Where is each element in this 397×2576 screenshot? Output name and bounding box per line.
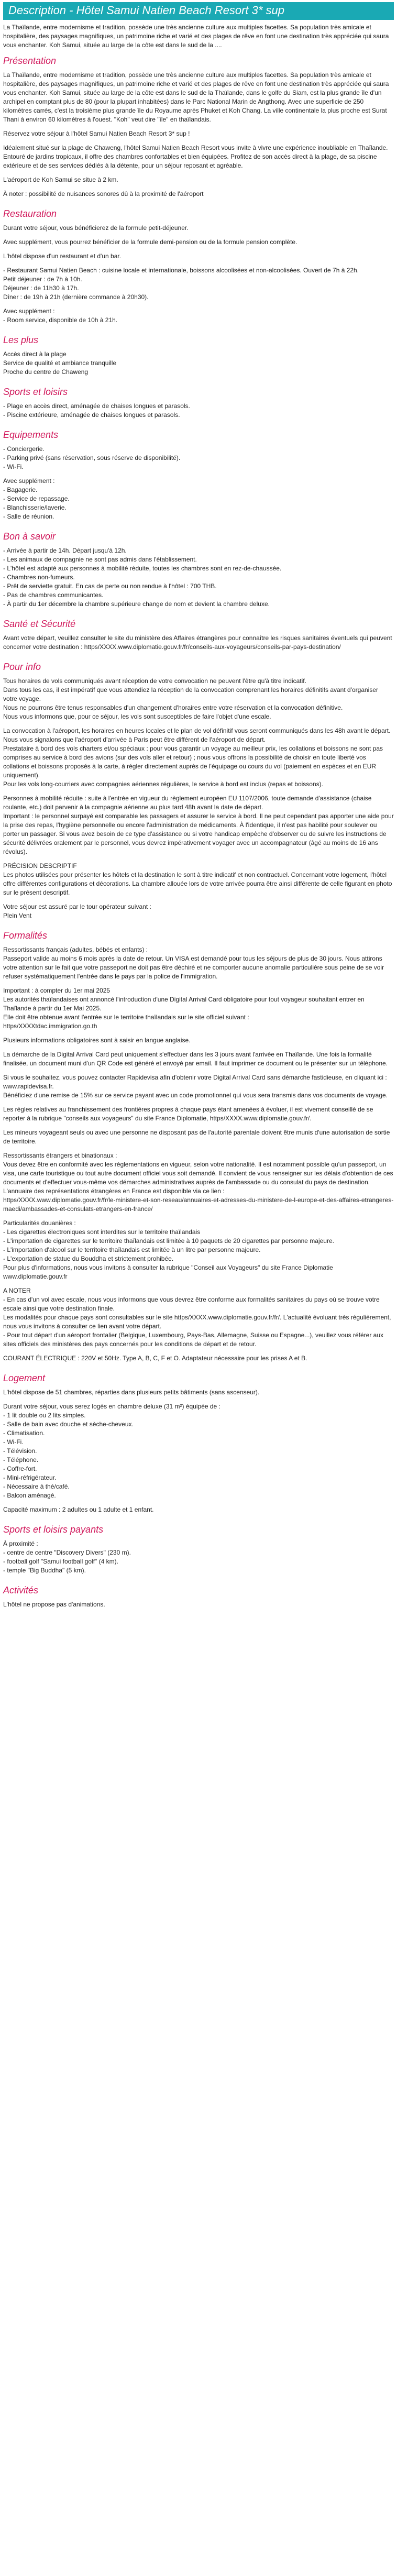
- section-heading: Formalités: [3, 930, 48, 941]
- section-paragraph: PRÉCISION DESCRIPTIF Les photos utilisées pour présenter les hôtels et la destination le sont à titre indicatif et non contractuel. Concernant votre logement, l'hôtel offre différentes configurations et décorations. La chambre allouée lors de votre arrivée pourra être ainsi différente de celle figurant en photo sur le présent descriptif.: [3, 862, 392, 896]
- section: [3, 386, 394, 420]
- section-paragraph: - Restaurant Samui Natien Beach : cuisine locale et internationale, boissons alcoolisées et non-alcoolisées. Ouvert de 7h à 22h. Petit déjeuner : de 7h à 10h. Déjeuner : de 11h30 à 17h. Dîner : de 19h à 21h (dernière commande à 20h30).: [3, 267, 359, 301]
- section: [3, 1584, 394, 1609]
- section-paragraph: - Arrivée à partir de 14h. Départ jusqu'à 12h. - Les animaux de compagnie ne sont pas admis dans l'établissement. - L'hôtel est adapté aux personnes à mobilité réduite, toutes les chambres sont en rez-de-chaussée. - Chambres non-fumeurs. - Prêt de serviette gratuit. En cas de perte ou non rendue à l'hôtel : 700 THB. - Pas de chambres communicantes. - À partir du 1er décembre la chambre supérieure change de nom et devient la chambre deluxe.: [3, 547, 282, 608]
- sections-container: [3, 55, 394, 1609]
- page-title: Description - Hôtel Samui Natien Beach Resort 3* sup: [3, 2, 394, 20]
- section-heading: Sports et loisirs: [3, 387, 68, 397]
- section-paragraph: - Conciergerie. - Parking privé (sans réservation, sous réserve de disponibilité). - Wi-Fi.: [3, 445, 181, 470]
- section-paragraph: La Thaïlande, entre modernisme et tradition, possède une très ancienne culture aux multiples facettes. Sa population très amicale et hospitalière, des paysages magnifiques, un patrimoine riche et varié et des plages de rêve en font une destination très appréciée qui saura vous enchanter. Koh Samui, située au large de la côte est dans le sud de la Thaïlande, dans le golfe du Siam, est la plus grande île d'un archipel en comptant plus de 80 (pour la plupart inhabitées) dans le Parc National Marin de Angthong. Avec une superficie de 250 kilomètres carrés, c'est la troisième plus grande île du Royaume après Phuket et Koh Chang. La ville continentale la plus proche est Surat Thani à environ 60 kilomètres à l'ouest. "Koh" veut dire "île" en thaïlandais.: [3, 71, 389, 123]
- section-paragraph: Ressortissants français (adultes, bébés et enfants) : Passeport valide au moins 6 mois après la date de retour. Un VISA est demandé pour tous les séjours de plus de 30 jours. Nous attirons votre attention sur le fait que votre passeport ne doit pas être déchiré et ne comporter aucune anomalie particulière sous peine de se voir refuser systématiquement l'entrée dans le pays par la police de l'immigration.: [3, 946, 384, 980]
- section: [3, 531, 394, 609]
- section-paragraph: L'hôtel dispose de 51 chambres, réparties dans plusieurs petits bâtiments (sans ascenseur).: [3, 1389, 260, 1396]
- section-paragraph: Avant votre départ, veuillez consulter le site du ministère des Affaires étrangères pour connaître les risques sanitaires éventuels qui peuvent concerner votre destination : https/XXXX.www.diplomatie.gouv.fr/fr/conseils-aux-voyageurs/conseils-par-pays-destination/: [3, 634, 392, 651]
- section-paragraph: À proximité : - centre de centre "Discovery Divers" (230 m). - football golf "Samui football golf" (4 km). - temple "Big Buddha" (5 km).: [3, 1540, 131, 1574]
- section-paragraph: Durant votre séjour, vous bénéficierez de la formule petit-déjeuner.: [3, 224, 189, 232]
- section: [3, 1524, 394, 1575]
- section-paragraph: Capacité maximum : 2 adultes ou 1 adulte et 1 enfant.: [3, 1506, 154, 1513]
- section-heading: Restauration: [3, 208, 57, 219]
- section: [3, 618, 394, 652]
- section-paragraph: Accès direct à la plage Service de qualité et ambiance tranquille Proche du centre de Chaweng: [3, 350, 117, 376]
- section-heading: Présentation: [3, 56, 57, 66]
- section-paragraph: Personnes à mobilité réduite : suite à l'entrée en vigueur du règlement européen EU 1107/2006, toute demande d'assistance (chaise roulante, etc.) doit parvenir à la compagnie aérienne au plus tard 48h avant la date de départ. Important : le personnel surpayé est comparable les passagers et assurer le service à bord. Il ne peut cependant pas apporter une aide pour la prise des repas, l'hygiène personnelle ou encore l'administration de médicaments. À l'identique, il n'est pas habilité pour soulever ou porter un passager. Si vous avez besoin de ce type d'assistance ou si votre handicap empêche d'observer ou de suivre les instructions de sécurité délivrées oralement par le personnel, vous devrez impérativement voyager avec un accompagnateur (âgé au moins de 16 ans révolus).: [3, 795, 394, 855]
- section-paragraph: Avec supplément, vous pourrez bénéficier de la formule demi-pension ou de la formule pension complète.: [3, 238, 297, 246]
- section-paragraph: Avec supplément : - Room service, disponible de 10h à 21h.: [3, 307, 118, 324]
- section-heading: Equipements: [3, 430, 59, 440]
- section-paragraph: Réservez votre séjour à l'hôtel Samui Natien Beach Resort 3* sup !: [3, 130, 190, 137]
- section: [3, 661, 394, 920]
- section-paragraph: Tous horaires de vols communiqués avant réception de votre convocation ne peuvent l'être qu'à titre indicatif. Dans tous les cas, il est impératif que vous attendiez la réception de la convocation comprenant les horaires définitifs avant d'organiser votre voyage. Nous ne pourrons être tenus responsables d'un changement d'horaires entre votre réservation et la convocation définitive. Nous vous informons que, pour ce séjour, les vols sont susceptibles de faire l'objet d'une escale.: [3, 677, 379, 720]
- section-heading: Logement: [3, 1373, 46, 1383]
- section-paragraph: À noter : possibilité de nuisances sonores dû à la proximité de l'aéroport: [3, 190, 204, 197]
- section: [3, 1372, 394, 1514]
- section-paragraph: La démarche de la Digital Arrival Card peut uniquement s'effectuer dans les 3 jours avant l'arrivée en Thaïlande. Une fois la formalité finalisée, un document muni d'un QR Code est généré et envoyé par email. Il faut imprimer ce document ou le présenter sur un téléphone.: [3, 1051, 388, 1067]
- section-paragraph: Durant votre séjour, vous serez logés en chambre deluxe (31 m²) équipée de : - 1 lit double ou 2 lits simples. - Salle de bain avec douche et sèche-cheveux. - Climatisation. - Wi-Fi. - Télévision. - Téléphone. - Coffre-fort. - Mini-réfrigérateur. - Nécessaire à thé/café. - Balcon aménagé.: [3, 1403, 220, 1499]
- section-paragraph: A NOTER - En cas d'un vol avec escale, nous vous informons que vous devrez être conforme aux formalités sanitaires du pays où se trouve votre escale ainsi que votre destination finale. Les modalités pour chaque pays sont consultables sur le site https/XXXX.www.diplomatie.gouv.fr/fr/. L'actualité évoluant très régulièrement, nous vous invitons à consulter ce lien avant votre départ. - Pour tout départ d'un aéroport frontalier (Belgique, Luxembourg, Pays-Bas, Allemagne, Suisse ou Espagne...), veuillez vous référer aux sites officiels des ministères des pays concernés pour les conditions de départ et de retour.: [3, 1287, 391, 1348]
- section-heading: Bon à savoir: [3, 531, 56, 542]
- section-paragraph: Si vous le souhaitez, vous pouvez contacter Rapidevisa afin d'obtenir votre Digital Arrival Card sans démarche fastidieuse, en cliquant ici : www.rapidevisa.fr. Bénéficiez d'une remise de 15% sur ce service payant avec un code promotionnel qui vous sera transmis dans vos documents de voyage.: [3, 1074, 388, 1099]
- section-paragraph: Idéalement situé sur la plage de Chaweng, l'hôtel Samui Natien Beach Resort vous invite à vivre une expérience inoubliable en Thaïlande. Entouré de jardins tropicaux, il offre des chambres confortables et bien équipées. Profitez de son accès direct à la plage, de sa piscine extérieure et de ses services dédiés à la détente, pour un séjour reposant et agréable.: [3, 144, 388, 169]
- section: [3, 334, 394, 377]
- section-paragraph: La convocation à l'aéroport, les horaires en heures locales et le plan de vol définitif vous seront communiqués dans les 48h avant le départ. Nous vous signalons que l'aéroport d'arrivée à Paris peut être différent de l'aéroport de départ. Prestataire à bord des vols charters et/ou spéciaux : pour vous garantir un voyage au meilleur prix, les collations et boissons ne sont pas comprises au service à bord des avions (sur des vols aller et retour) ; nous vous offrons la possibilité de choisir en toute liberté vos collations et boissons proposés à la carte, à régler directement auprès de l'équipage ou cours du vol (paiement en espèces et en EUR uniquement). Pour les vols long-courriers avec compagnies aériennes régulières, le service à bord est inclus (repas et boissons).: [3, 727, 391, 788]
- section-heading: Santé et Sécurité: [3, 619, 76, 629]
- section-paragraph: Important : à compter du 1er mai 2025 Les autorités thaïlandaises ont annoncé l'introduction d'une Digital Arrival Card obligatoire pour tout voyageur souhaitant entrer en Thaïlande à partir du 1er Mai 2025. Elle doit être obtenue avant l'entrée sur le territoire thaïlandais sur le site officiel suivant : https/XXXXtdac.immigration.go.th: [3, 987, 365, 1030]
- section-paragraph: Plusieurs informations obligatoires sont à saisir en langue anglaise.: [3, 1037, 191, 1044]
- section-heading: Les plus: [3, 335, 39, 345]
- section-paragraph: Les règles relatives au franchissement des frontières propres à chaque pays étant amenées à évoluer, il est vivement conseillé de se reporter à la rubrique "conseils aux voyageurs" du site France Diplomatie, https/XXXX.www.diplomatie.gouv.fr/.: [3, 1106, 373, 1122]
- section-heading: Activités: [3, 1585, 39, 1595]
- section-paragraph: L'hôtel ne propose pas d'animations.: [3, 1601, 105, 1608]
- section-paragraph: COURANT ÉLECTRIQUE : 220V et 50Hz. Type A, B, C, F et O. Adaptateur nécessaire pour les prises A et B.: [3, 1355, 307, 1362]
- section-paragraph: Les mineurs voyageant seuls ou avec une personne ne disposant pas de l'autorité parentale doivent être munis d'une autorisation de sortie de territoire.: [3, 1129, 390, 1145]
- section-paragraph: Ressortissants étrangers et binationaux : Vous devez être en conformité avec les réglementations en vigueur, selon votre nationalité. Il est notamment possible qu'un passeport, un visa, une carte touristique ou tout autre document officiel vous soit demandé. Il convient de vous renseigner sur les délais d'obtention de ces documents et d'effectuer vous-même vos démarches administratives auprès de l'ambassade ou du consulat du pays de destination. L'annuaire des représentations étrangères en France est disponible via ce lien : https/XXXX.www.diplomatie.gouv.fr/fr/le-ministere-et-son-reseau/annuaires-et-adresses-du-ministere-de-l-europe-et-des-affaires-etrangeres-maedi/ambassades-et-consulats-etrangers-en-france/: [3, 1152, 394, 1213]
- section: [3, 930, 394, 1363]
- section-paragraph: L'aéroport de Koh Samui se situe à 2 km.: [3, 176, 118, 183]
- section-paragraph: - Plage en accès direct, aménagée de chaises longues et parasols. - Piscine extérieure, aménagée de chaises longues et parasols.: [3, 402, 190, 419]
- section-paragraph: Avec supplément : - Bagagerie. - Service de repassage. - Blanchisserie/laverie. - Salle de réunion.: [3, 477, 70, 520]
- section-paragraph: Votre séjour est assuré par le tour opérateur suivant : Plein Vent: [3, 903, 151, 919]
- section-heading: Pour info: [3, 662, 41, 672]
- section-paragraph: L'hôtel dispose d'un restaurant et d'un bar.: [3, 252, 122, 260]
- section-paragraph: Particularités douanières : - Les cigarettes électroniques sont interdites sur le territoire thaïlandais - L'importation de cigarettes sur le territoire thaïlandais est limitée à 10 paquets de 20 cigarettes par personne majeure. - L'importation d'alcool sur le territoire thaïlandais est limitée à un litre par personne majeure. - L'exportation de statue du Bouddha et strictement prohibée. Pour plus d'informations, nous vous invitons à consulter la rubrique "Conseil aux Voyageurs" du site France Diplomatie www.diplomatie.gouv.fr: [3, 1219, 334, 1280]
- section: [3, 429, 394, 521]
- intro-text: La Thaïlande, entre modernisme et tradition, possède une très ancienne culture aux multiples facettes. Sa population très amicale et hospitalière, des paysages magnifiques, un patrimoine riche et varié et des plages de rêve en font une destination très appréciée qui saura vous enchanter. Koh Samui, située au large de la côte est dans le sud de la ....: [3, 24, 389, 49]
- section-heading: Sports et loisirs payants: [3, 1524, 104, 1535]
- section: [3, 208, 394, 325]
- section: [3, 55, 394, 199]
